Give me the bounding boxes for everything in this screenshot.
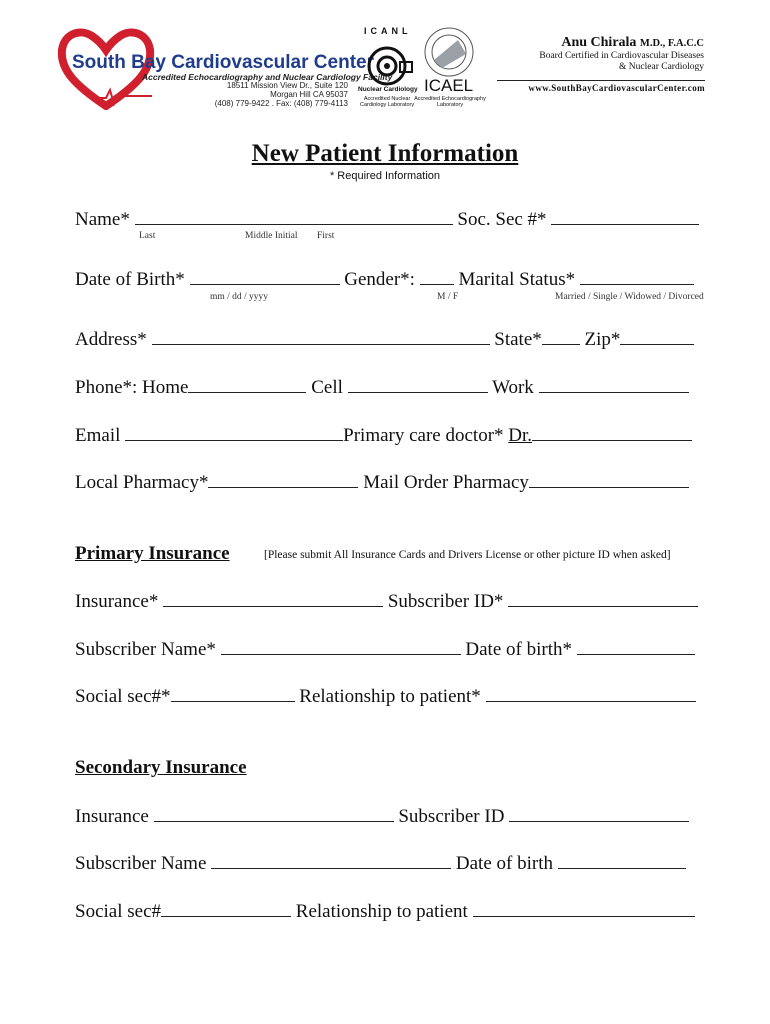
- p-subscriber-name-field[interactable]: [221, 638, 461, 655]
- doctor-block: [496, 36, 704, 73]
- icanl-subcaption: Accredited Nuclear Cardiology Laboratory: [360, 96, 415, 108]
- brand-name: South Bay Cardiovascular Center: [72, 52, 374, 73]
- doctor-specialty: & Nuclear Cardiology: [619, 62, 704, 72]
- p-insurance-label: Insurance*: [75, 591, 159, 612]
- marital-sub: Married / Single / Widowed / Divorced: [555, 292, 704, 302]
- p-subscriber-id-field[interactable]: [508, 590, 698, 607]
- name-label: Name*: [75, 209, 130, 230]
- mail-pharmacy-label: Mail Order Pharmacy: [363, 472, 529, 493]
- p-subscriber-name-label: Subscriber Name*: [75, 639, 216, 660]
- icael-label: ICAEL: [424, 76, 474, 95]
- p-dob-field[interactable]: [577, 638, 695, 655]
- p-subscriber-row: [75, 638, 695, 661]
- name-sub-last: Last: [139, 231, 156, 241]
- s-insurance-row: [75, 805, 689, 828]
- icanl-caption: Nuclear Cardiology: [358, 86, 418, 93]
- doctor-credentials: M.D., F.A.C.C: [639, 38, 704, 49]
- phone-work-label: Work: [492, 377, 534, 398]
- p-relationship-field[interactable]: [486, 685, 696, 702]
- email-row: [75, 424, 692, 447]
- page-title: New Patient Information: [251, 140, 519, 167]
- gender-field[interactable]: [420, 268, 454, 285]
- pcp-prefix: Dr.: [508, 425, 533, 446]
- primary-insurance-heading: Primary Insurance: [75, 543, 230, 564]
- p-ssn-label: Social sec#*: [75, 686, 171, 707]
- name-field[interactable]: [135, 208, 453, 225]
- ssn-label: Soc. Sec #*: [457, 209, 547, 230]
- email-label: Email: [75, 425, 121, 446]
- icanl-label: ICANL: [364, 26, 412, 36]
- mail-pharmacy-field[interactable]: [529, 471, 689, 488]
- s-subscriber-name-field[interactable]: [211, 852, 451, 869]
- phone-row: [75, 376, 689, 399]
- ssn-field[interactable]: [551, 208, 699, 225]
- email-field[interactable]: [125, 424, 343, 441]
- phone-home-label: Phone*: Home: [75, 377, 189, 398]
- s-subscriber-name-label: Subscriber Name: [75, 853, 207, 874]
- phone-cell-label: Cell: [311, 377, 343, 398]
- name-sub-first: First: [317, 231, 335, 241]
- icael-seal-icon: [412, 24, 486, 82]
- pcp-label: Primary care doctor*: [343, 425, 504, 446]
- pharmacy-row: [75, 471, 689, 494]
- icael-caption: Accredited Echocardiography Laboratory: [414, 96, 486, 108]
- dob-field[interactable]: [190, 268, 340, 285]
- s-subscriber-row: [75, 852, 686, 875]
- s-dob-label: Date of birth: [455, 853, 553, 874]
- brand-tagline: Accredited Echocardiography and Nuclear Cardiology Facility: [142, 72, 393, 82]
- phone-home-field[interactable]: [188, 376, 306, 393]
- s-subscriber-id-field[interactable]: [509, 805, 689, 822]
- phone-work-field[interactable]: [539, 376, 689, 393]
- zip-field[interactable]: [620, 328, 694, 345]
- s-relationship-field[interactable]: [473, 900, 695, 917]
- primary-insurance-note: [Please submit All Insurance Cards and Drivers License or other picture ID when asked]: [264, 549, 671, 561]
- s-relationship-label: Relationship to patient: [295, 901, 468, 922]
- p-ssn-field[interactable]: [171, 685, 295, 702]
- website-link: www.SouthBayCardiovascularCenter.com: [528, 83, 705, 93]
- p-ssn-row: [75, 685, 696, 708]
- gender-sub: M / F: [437, 292, 459, 302]
- header-rule: [497, 80, 705, 81]
- state-label: State*: [494, 329, 542, 350]
- p-relationship-label: Relationship to patient*: [299, 686, 481, 707]
- doctor-name: Anu Chirala: [561, 35, 637, 50]
- zip-label: Zip*: [584, 329, 621, 350]
- dob-sub: mm / dd / yyyy: [210, 292, 269, 302]
- doctor-board: Board Certified in Cardiovascular Diseases: [539, 51, 704, 61]
- p-subscriber-id-label: Subscriber ID*: [387, 591, 504, 612]
- address-label: Address*: [75, 329, 147, 350]
- gender-label: Gender*:: [344, 269, 415, 290]
- local-pharmacy-label: Local Pharmacy*: [75, 472, 209, 493]
- dob-row: [75, 268, 694, 291]
- marital-label: Marital Status*: [458, 269, 576, 290]
- p-insurance-row: [75, 590, 698, 613]
- p-dob-label: Date of birth*: [465, 639, 572, 660]
- s-insurance-label: Insurance: [75, 806, 149, 827]
- p-insurance-field[interactable]: [163, 590, 383, 607]
- state-field[interactable]: [542, 328, 580, 345]
- dob-label: Date of Birth*: [75, 269, 185, 290]
- s-ssn-field[interactable]: [161, 900, 291, 917]
- required-note: * Required Information: [329, 170, 441, 182]
- marital-field[interactable]: [580, 268, 694, 285]
- title-block: [0, 140, 770, 168]
- s-subscriber-id-label: Subscriber ID: [398, 806, 505, 827]
- s-dob-field[interactable]: [558, 852, 686, 869]
- brand-address: 18511 Mission View Dr., Suite 120 Morgan Hill CA 95037 (408) 779-9422 . Fax: (408) 779-4113: [214, 81, 348, 108]
- name-sub-middle: Middle Initial: [245, 231, 298, 241]
- address-row: [75, 328, 694, 351]
- pcp-field[interactable]: [532, 424, 692, 441]
- s-ssn-label: Social sec#: [75, 901, 162, 922]
- name-row: [75, 208, 699, 231]
- local-pharmacy-field[interactable]: [208, 471, 358, 488]
- s-ssn-row: [75, 900, 695, 923]
- phone-cell-field[interactable]: [348, 376, 488, 393]
- s-insurance-field[interactable]: [154, 805, 394, 822]
- address-field[interactable]: [152, 328, 490, 345]
- secondary-insurance-heading: Secondary Insurance: [75, 757, 247, 778]
